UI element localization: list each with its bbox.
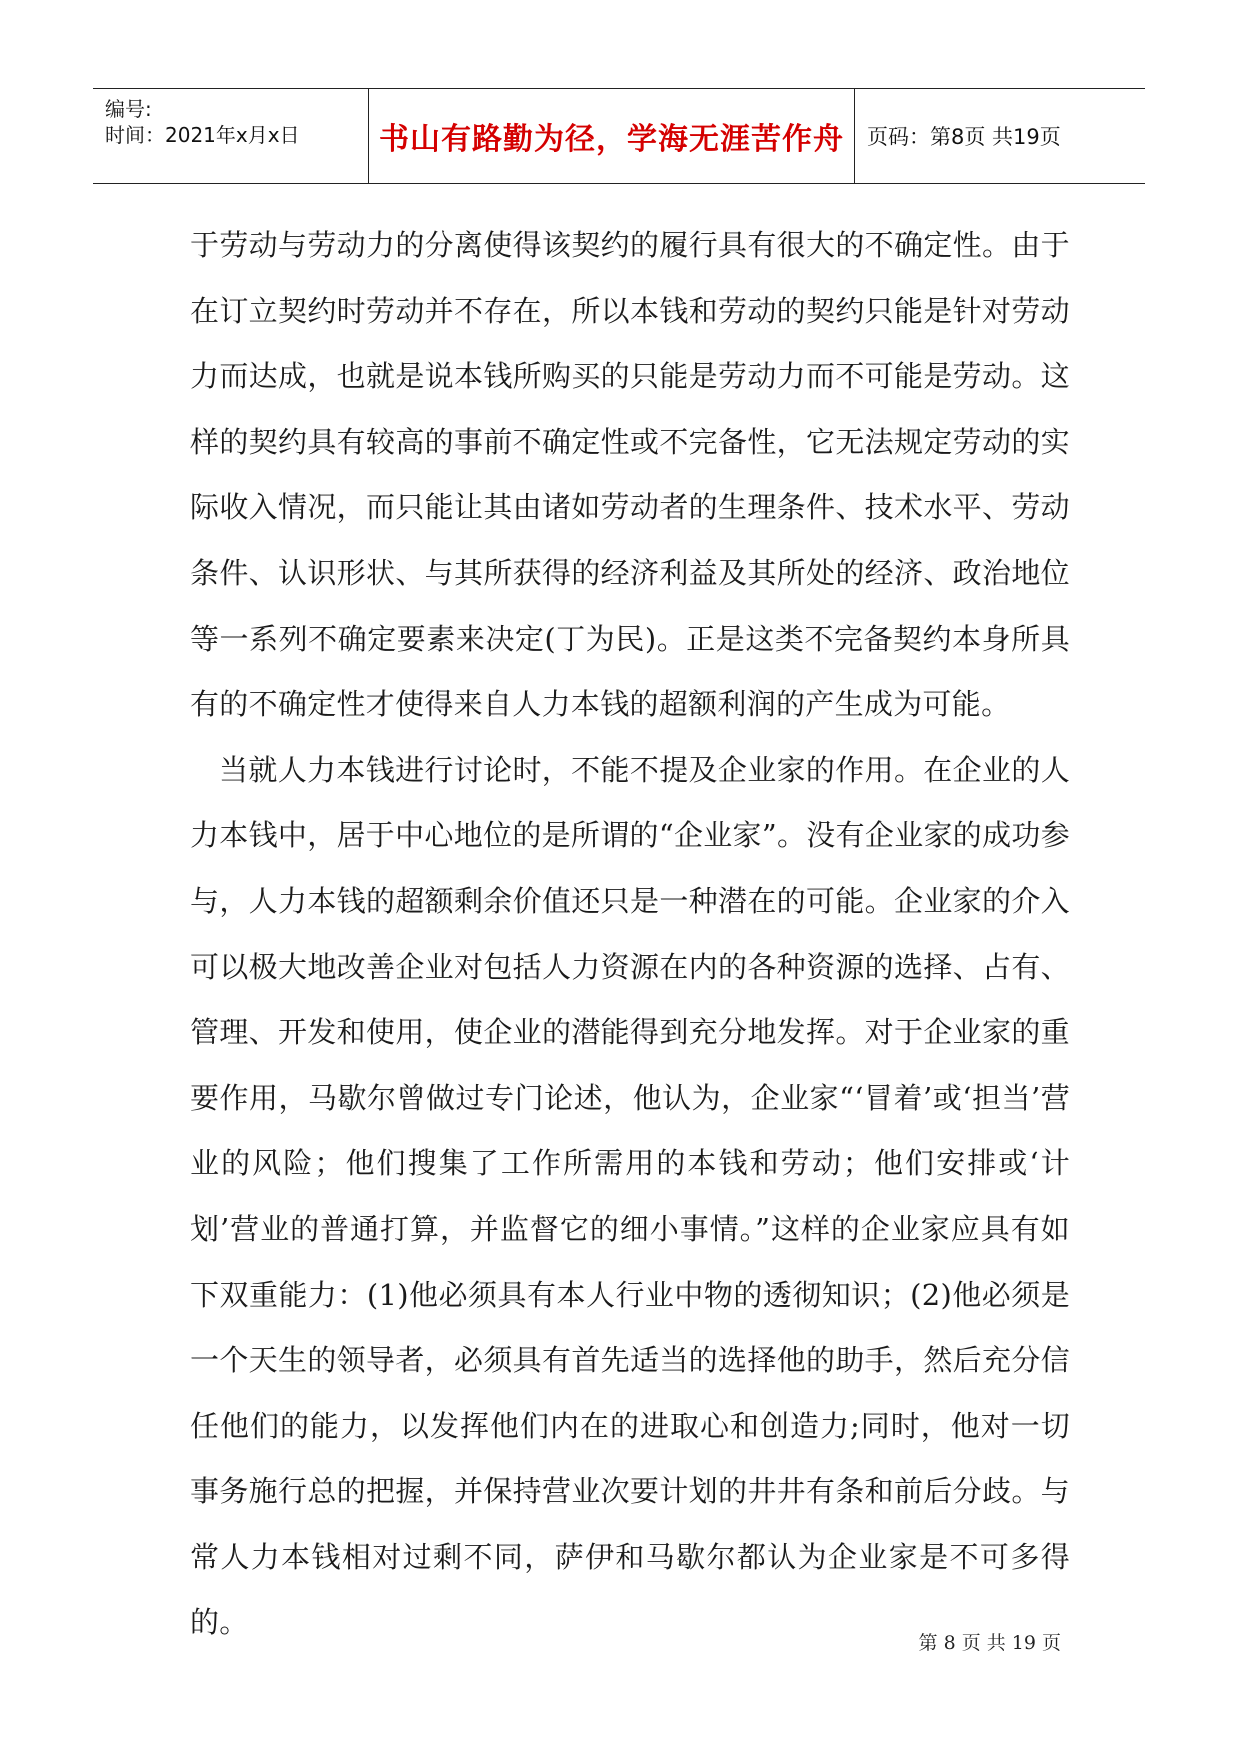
header-middle-cell xyxy=(369,89,855,183)
document-time-label: 时间：2021年x月x日 xyxy=(105,123,300,147)
paragraph: 当就人力本钱进行讨论时，不能不提及企业家的作用。在企业的人力本钱中，居于中心地位的是所谓的“企业家”。没有企业家的成功参与，人力本钱的超额剩余价值还只是一种潜在的可能。企业家的介入可以极大地改善企业对包括人力资源在内的各种资源的选择、占有、管理、开发和使用，使企业的潜能得到充分地发挥。对于企业家的重要作用，马歇尔曾做过专门论述，他认为，企业家“‘冒着’或‘担当’营业的风险；他们搜集了工作所需用的本钱和劳动；他们安排或‘计划’营业的普通打算，并监督它的细小事情。”这样的企业家应具有如下双重能力：(1)他必须具有本人行业中物的透彻知识；(2)他必须是一个天生的领导者，必须具有首先适当的选择他的助手，然后充分信任他们的能力，以发挥他们内在的进取心和创造力;同时，他对一切事务施行总的把握，并保持营业次要计划的井井有条和前后分歧。与常人力本钱相对过剩不同，萨伊和马歇尔都认为企业家是不可多得的。 xyxy=(190,752,1070,1640)
header-right-cell xyxy=(855,89,1145,183)
document-body xyxy=(190,213,1070,1656)
page-header xyxy=(93,88,1145,184)
header-page-code: 页码：第8页 共19页 xyxy=(867,125,1061,149)
document-number-label: 编号: xyxy=(105,97,152,121)
header-motto: 书山有路勤为径，学海无涯苦作舟 xyxy=(379,122,844,157)
header-left-cell xyxy=(93,89,369,183)
page-footer: 第 8 页 共 19 页 xyxy=(918,1632,1061,1654)
paragraph: 于劳动与劳动力的分离使得该契约的履行具有很大的不确定性。由于在订立契约时劳动并不存在，所以本钱和劳动的契约只能是针对劳动力而达成，也就是说本钱所购买的只能是劳动力而不可能是劳动。这样的契约具有较高的事前不确定性或不完备性，它无法规定劳动的实际收入情况，而只能让其由诸如劳动者的生理条件、技术水平、劳动条件、认识形状、与其所获得的经济利益及其所处的经济、政治地位等一系列不确定要素来决定(丁为民)。正是这类不完备契约本身所具有的不确定性才使得来自人力本钱的超额利润的产生成为可能。 xyxy=(190,228,1070,722)
